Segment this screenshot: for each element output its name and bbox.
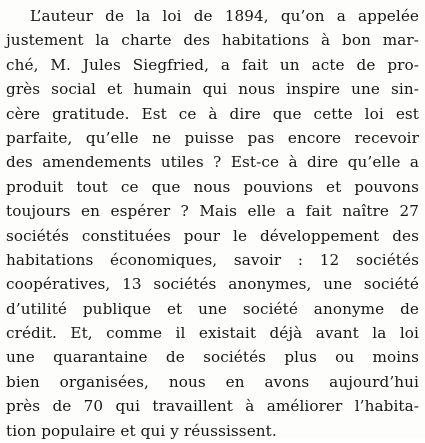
paragraph-line-6: parfaite, qu’elle ne puisse pas encore recevoir: [6, 128, 419, 147]
paragraph-line-10: sociétés constituées pour le développement des: [6, 226, 419, 245]
paragraph-line-3: ché, M. Jules Siegfried, a fait un acte de pro-: [6, 55, 419, 74]
paragraph-line-14: crédit. Et, comme il existait déjà avant la loi: [6, 324, 419, 343]
paragraph-line-15: une quarantaine de sociétés plus ou moins: [6, 348, 419, 367]
paragraph: [6, 4, 419, 443]
paragraph-line-5: cère gratitude. Est ce à dire que cette loi est: [6, 104, 419, 123]
paragraph-line-13: d’utilité publique et une société anonyme de: [6, 299, 419, 318]
paragraph-line-4: grès social et humain qui nous inspire une sin-: [6, 80, 419, 99]
paragraph-line-9: toujours en espérer ? Mais elle a fait naître 27: [6, 202, 419, 221]
paragraph-line-12: coopératives, 13 sociétés anonymes, une société: [6, 275, 419, 294]
paragraph-line-16: bien organisées, nous en avons aujourd’hui: [6, 372, 419, 391]
paragraph-line-11: habitations économiques, savoir : 12 sociétés: [6, 250, 419, 269]
paragraph-line-8: produit tout ce que nous pouvions et pouvons: [6, 177, 419, 196]
paragraph-line-17: près de 70 qui travaillent à améliorer l’habita-: [6, 397, 419, 416]
paragraph-line-1: L’auteur de la loi de 1894, qu’on a appelée: [30, 7, 419, 25]
paragraph-line-7: des amendements utiles ? Est-ce à dire qu’elle a: [6, 153, 419, 172]
paragraph-line-18: tion populaire et qui y réussissent.: [6, 421, 277, 440]
paragraph-line-2: justement la charte des habitations à bon mar-: [6, 31, 419, 50]
